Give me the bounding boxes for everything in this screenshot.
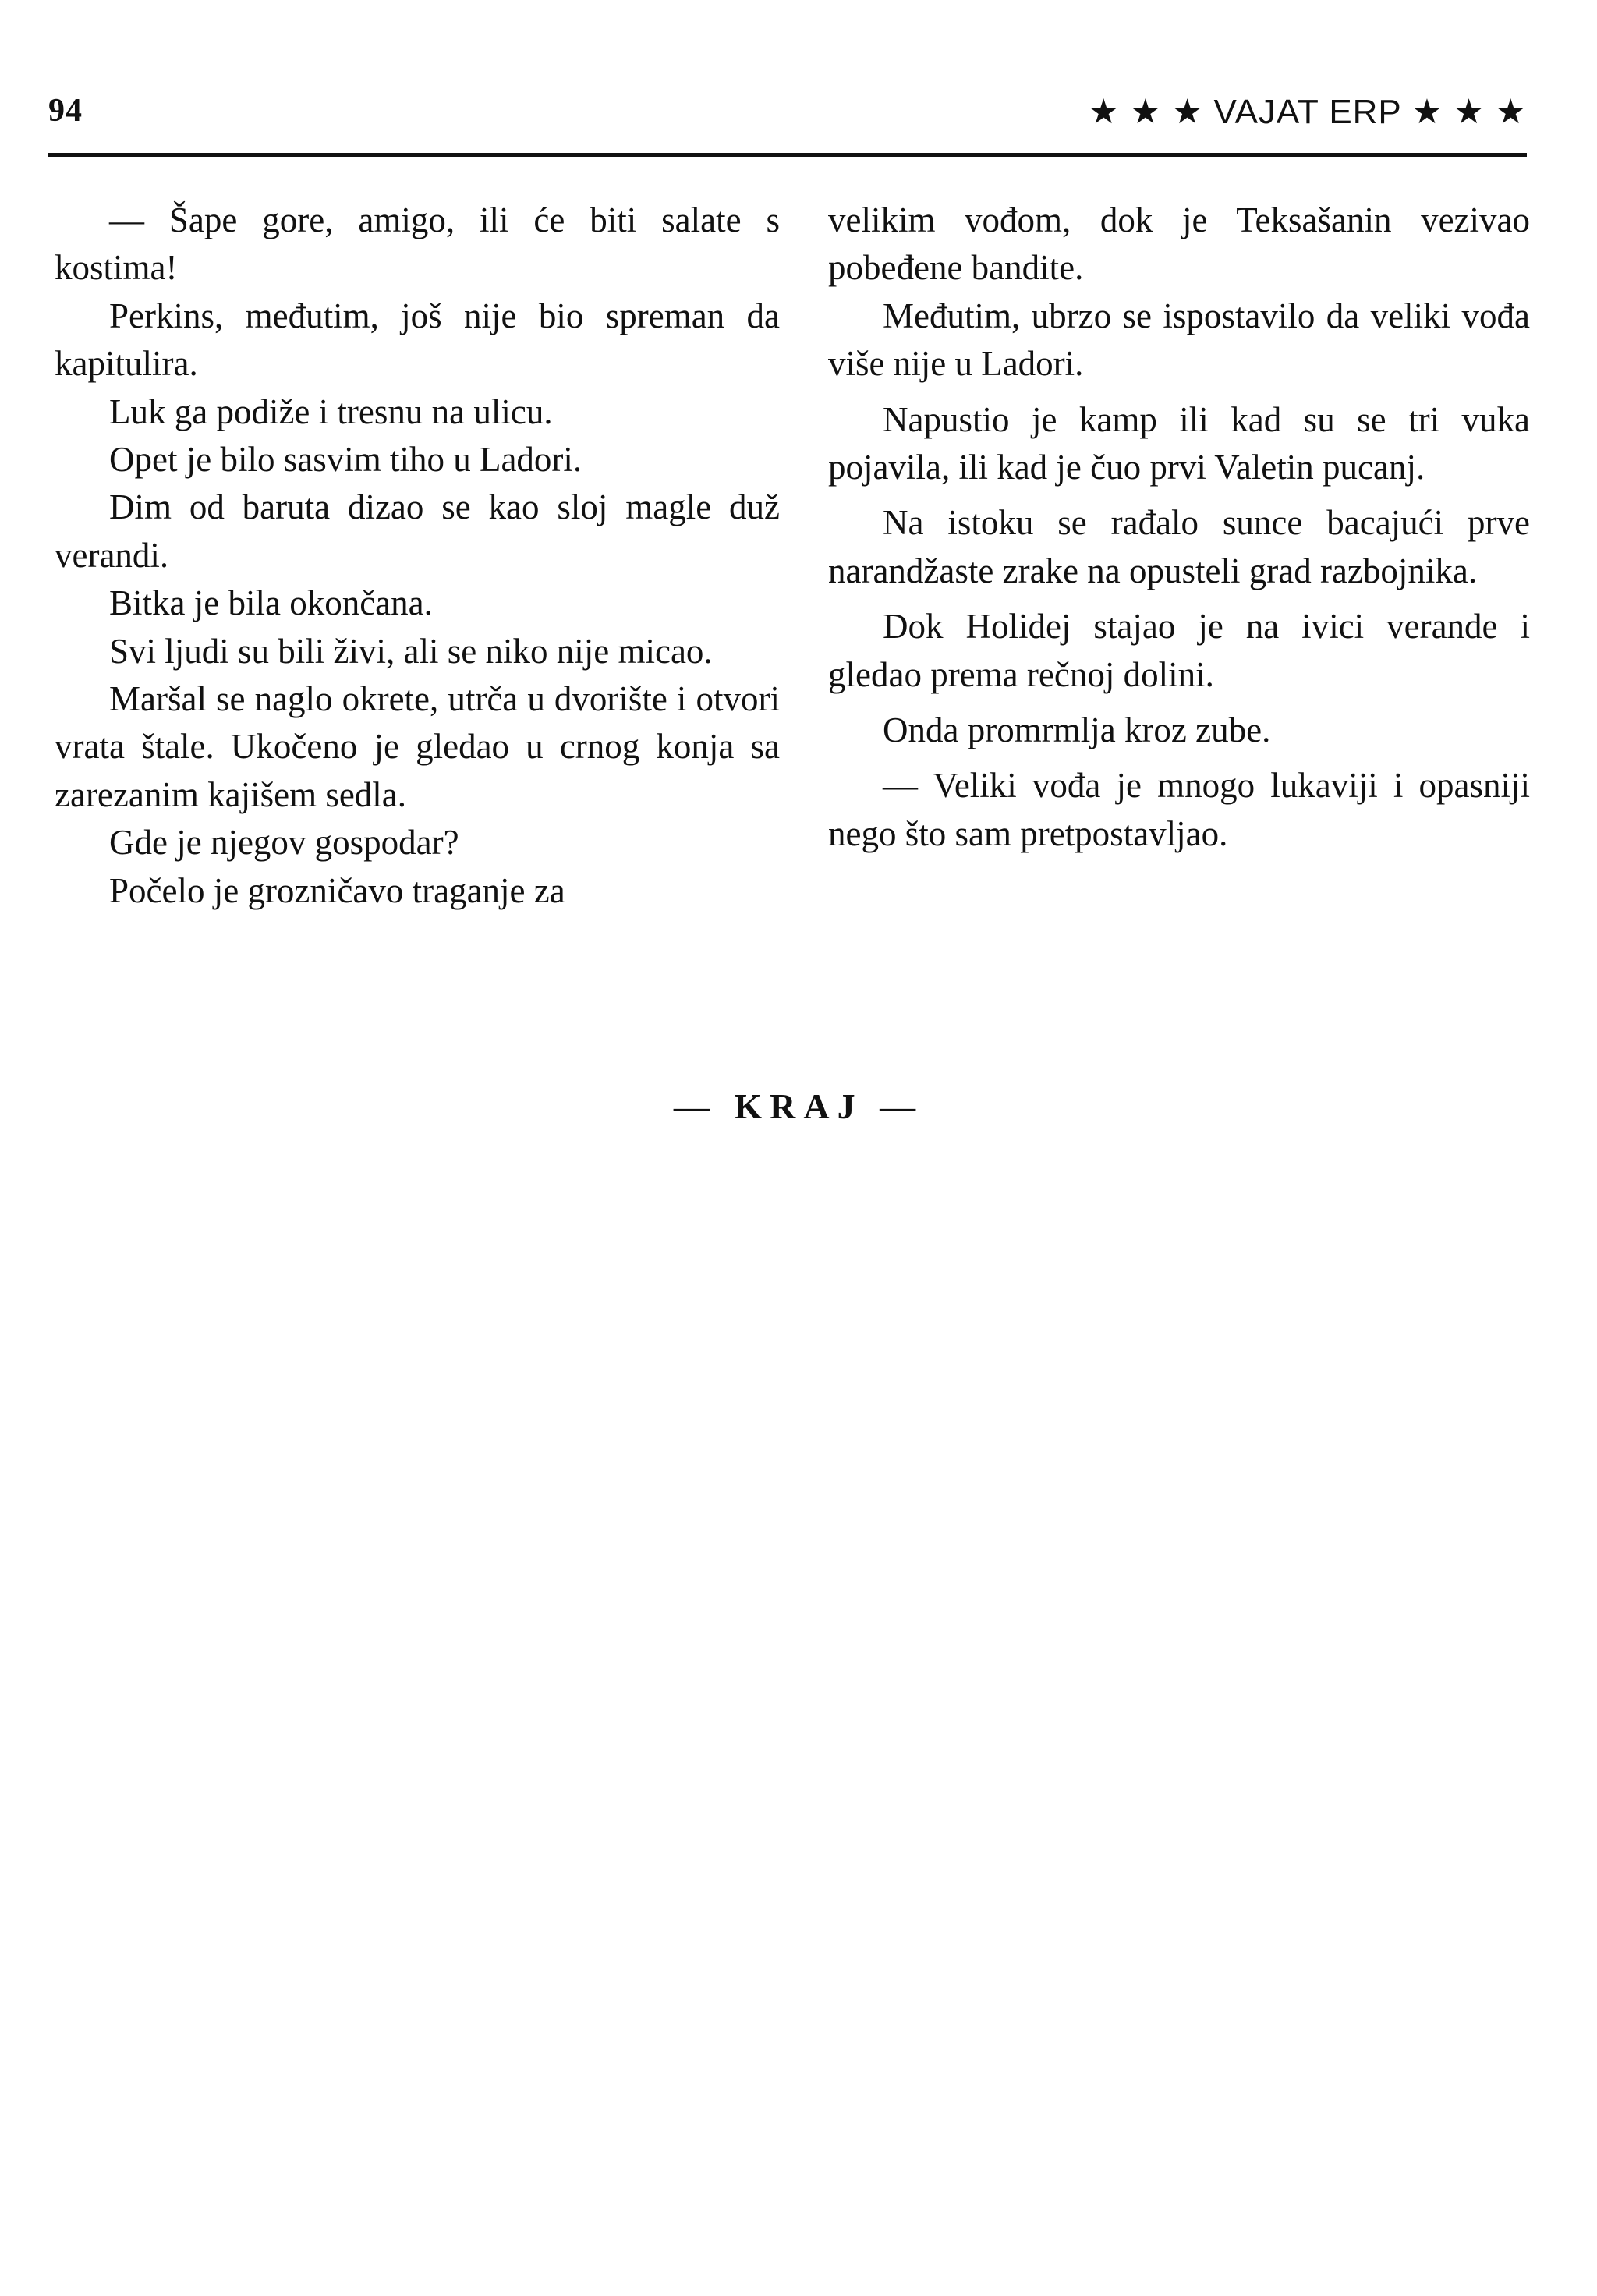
paragraph: Počelo je grozničavo traganje za (109, 870, 565, 910)
paragraph: Napustio je kamp ili kad su se tri vuka pojavila, ili kad je čuo prvi Valetin pucanj. (828, 399, 1530, 487)
paragraph: Na istoku se rađalo sunce bacajući prve narandžaste zrake na opusteli grad razbojnika. (828, 503, 1530, 590)
paragraph: Međutim, ubrzo se ispostavilo da veliki vođa više nije u Ladori. (828, 296, 1530, 384)
running-title: ★ ★ ★ VAJAT ERP ★ ★ ★ (1088, 93, 1527, 131)
paragraph: Onda promrmlja kroz zube. (883, 710, 1271, 750)
header-rule (48, 153, 1527, 157)
left-column (55, 197, 780, 915)
paragraph: Svi ljudi su bili živi, ali se niko nije micao. (109, 631, 713, 671)
paragraph: Gde je njegov gospodar? (109, 823, 459, 863)
right-column (828, 197, 1530, 866)
paragraph: Luk ga podiže i tresnu na ulicu. (109, 392, 553, 431)
paragraph: Perkins, međutim, još nije bio spreman da kapitulira. (55, 296, 780, 384)
paragraph: Bitka je bila okončana. (109, 583, 433, 623)
paragraph: velikim vođom, dok je Teksašanin vezivao pobeđene bandite. (828, 200, 1530, 288)
paragraph: Dim od baruta dizao se kao sloj magle duž verandi. (55, 487, 780, 575)
page-number: 94 (48, 93, 83, 129)
paragraph: Dok Holidej stajao je na ivici verande i gledao prema rečnoj dolini. (828, 607, 1530, 694)
paragraph: — Šape gore, amigo, ili će biti salate s kostima! (55, 200, 780, 288)
page-header (48, 92, 1527, 139)
paragraph: Opet je bilo sasvim tiho u Ladori. (109, 440, 582, 480)
paragraph: — Veliki vođa je mnogo lukaviji i opasniji nego što sam pretpostavljao. (828, 766, 1530, 853)
paragraph: Maršal se naglo okrete, utrča u dvorište i otvori vrata štale. Ukočeno je gledao u crnog konja sa zarezanim kajišem sedla. (55, 679, 780, 814)
ending-mark: — KRAJ — (673, 1086, 924, 1126)
